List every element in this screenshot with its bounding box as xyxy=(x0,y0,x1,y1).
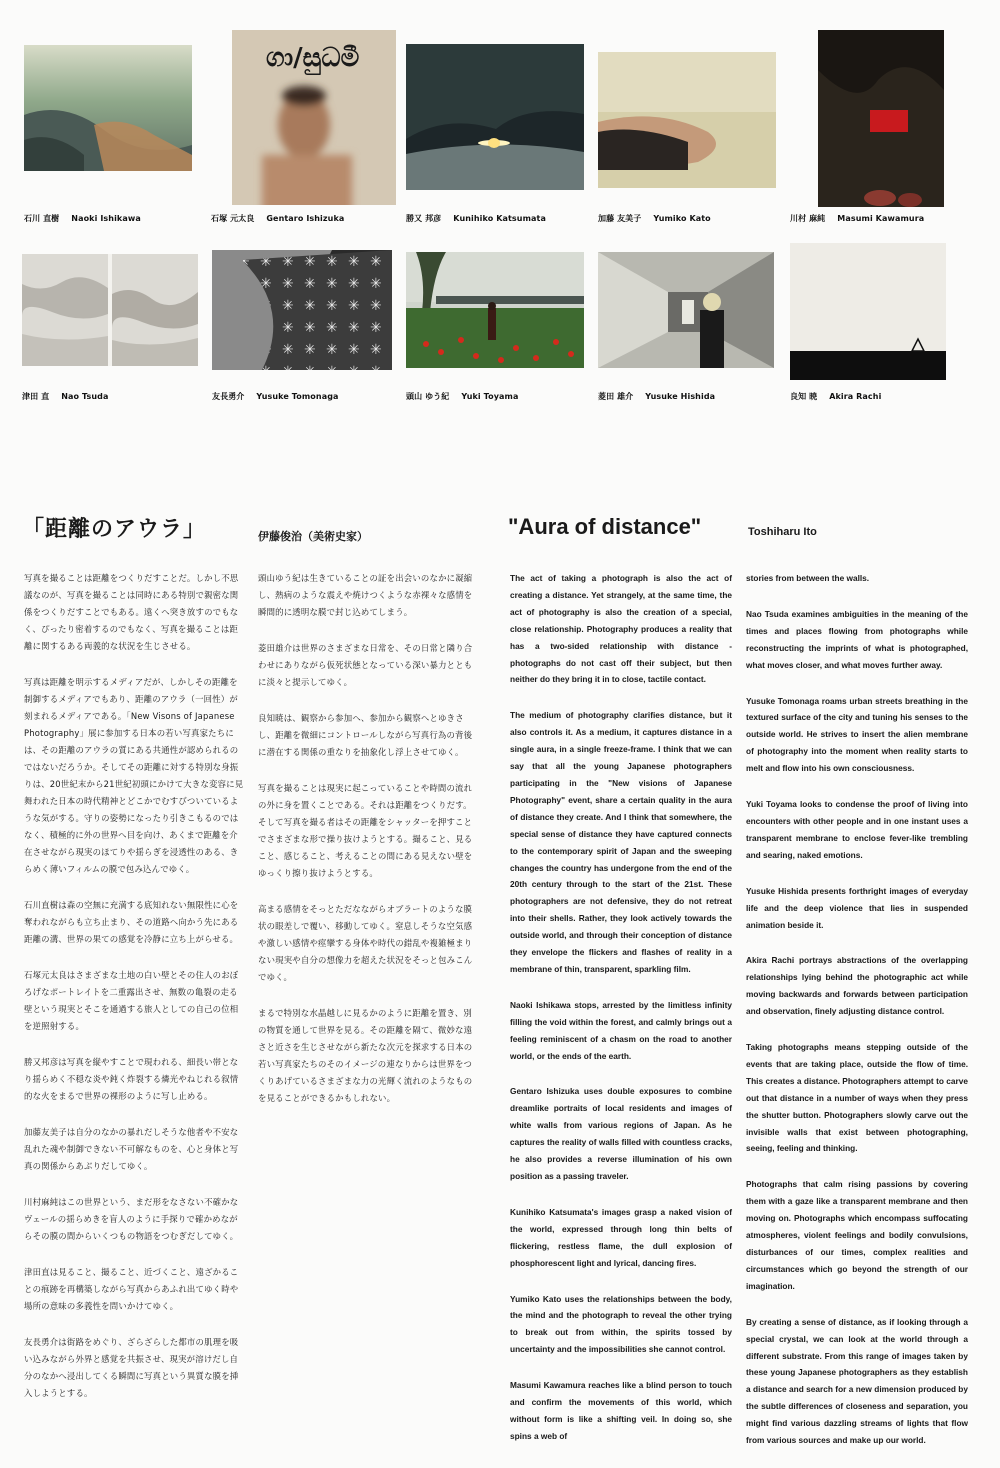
paragraph: 津田直は見ること、撮ること、近づくこと、遠ざかることの痕跡を再構築しながら写真からあふれ出てゆく時や場所の意味の多義性を問いかけてゆく。 xyxy=(24,1267,239,1311)
caption-name-jp: 良知 暁 xyxy=(790,392,818,401)
paragraph: 良知暁は、観察から参加へ、参加から観察へとゆきさし、距離を微細にコントロールしながら写真行為の背後に潜在する関係の重なりを抽象化し浮上させてゆく。 xyxy=(258,713,473,757)
caption-name-jp: 頭山 ゆう紀 xyxy=(406,392,450,401)
photo-yuki-toyama xyxy=(406,252,584,368)
paragraph: まるで特別な水晶越しに見るかのように距離を置き、別の物質を通して世界を見る。その距離を隔て、微妙な遠さと近さを生じさせながら新たな次元を探求する日本の若い写真家たちのそのイメージの連なりからは世界をつくりあげているさまざまな力の光輝く流れのようなものを見ることができるかもしれない。 xyxy=(258,1008,473,1103)
caption-name-jp: 津田 直 xyxy=(22,392,50,401)
paragraph: The act of taking a photograph is also the act of creating a distance. Yet strangely, at the same time, the act of photography is also the creation of a special, close relationship. Photography produces a reality that has a two-sided relationship with distance - photographs do not cast off their subject, but then neither do they bring it in to close, tactile contact. xyxy=(510,573,732,685)
caption-name-jp: 石塚 元太良 xyxy=(211,214,255,223)
caption-name-en: Gentaro Ishizuka xyxy=(266,214,345,223)
paragraph: 写真を撮ることは現実に起こっていることや時間の流れの外に身を置くことである。それは距離をつくりだす。そして写真を撮る者はその距離をシャッターを押すことでさまざまな形で操り抜けようとする。撮ること、見ること、感じること、考えることの間にある見えない壁をゆっくり擦り抜けようとする。 xyxy=(258,783,473,878)
caption-name-en: Yumiko Kato xyxy=(653,214,711,223)
paragraph: Akira Rachi portrays abstractions of the overlapping relationships lying behind the photographic act while moving backwards and forwards between participation and observation, finely adjusting distance control. xyxy=(746,955,968,1017)
caption-name-en: Nao Tsuda xyxy=(61,392,109,401)
paragraph: 菱田雄介は世界のさまざまな日常を、その日常と隣り合わせにありながら仮死状態となっている深い暴力とともに淡々と提示してゆく。 xyxy=(258,643,473,687)
paragraph: The medium of photography clarifies distance, but it also controls it. As a medium, it captures distance in a single aura, in a single freeze-frame. I think that we can say that all the young Japanese photographers participating in the "New visions of Japanese Photography" event, share a certain quality in the aura of distance they create. And I think that somewhere, the special sense of distance they have captured connects to the contemporary spirit of Japan and the sweeping changes the country has undergone from the end of the 20th century through to the start of the 21st. These photographers are not defensive, they do not retreat into their shells. Rather, they look actively towards the outside world, and through their conception of distance they envelope the flickers and flashes of reality in a membrane of thin, transparent, sparkling film. xyxy=(510,710,732,974)
essay-jp-column-2 xyxy=(258,570,478,1126)
paragraph: 高まる感情をそっとただなながらオブラートのような膜状の眼差しで覆い、移動してゆく。窒息しそうな空気感や激しい感情や痙攣する身体や時代の錯乱や複雑極まりない現実や自分の想像力を超えた状況をそっと包みこんでゆく。 xyxy=(258,904,473,982)
paragraph: 頭山ゆう紀は生きていることの証を出会いのなかに凝縮し、熱病のような震えや焼けつくような赤裸々な感情を瞬間的に透明な膜で封じ込めてしまう。 xyxy=(258,573,473,617)
paragraph: Taking photographs means stepping outside of the events that are taking place, outside the flow of time. This creates a distance. Photographers attempt to carve out that distance in a number of ways when they press the shutter button. Photographers slowly carve out the invisible walls that exist between photographing, seeing, feeling and thinking. xyxy=(746,1042,968,1154)
essay-author-jp: 伊藤俊治（美術史家） xyxy=(258,530,368,543)
photo-yusuke-tomonaga xyxy=(212,250,392,370)
paragraph: 写真を撮ることは距離をつくりだすことだ。しかし不思議なのが、写真を撮ることは同時にある特別で親密な関係をつくりだすことでもある。遠くへ突き放すのでもなく、ぴったり密着するのでもなく、写真を撮ることは距離に関するある両義的な状況を生じさせる。 xyxy=(24,573,239,651)
photo-gentaro-ishizuka xyxy=(232,30,396,205)
caption-name-en: Akira Rachi xyxy=(829,392,882,401)
essay-en-column-2 xyxy=(746,570,968,1468)
paragraph: Nao Tsuda examines ambiguities in the meaning of the times and places flowing from photographs while reconstructing the imprints of what is photographed, what moves closer, and what moves further away. xyxy=(746,608,968,670)
essay-en-column-1 xyxy=(510,570,732,1464)
caption-name-en: Kunihiko Katsumata xyxy=(453,214,546,223)
paragraph: Yusuke Hishida presents forthright images of everyday life and the deep violence that lies in suspended animation beside it. xyxy=(746,885,968,930)
paragraph: Masumi Kawamura reaches like a blind person to touch and confirm the movements of this world, which without form is like a shifting veil. In doing so, she spins a web of xyxy=(510,1380,732,1441)
paragraph: 石塚元太良はさまざまな土地の白い壁とその住人のおぼろげなポートレイトを二重露出させ、無数の亀裂の走る壁という現実とそこを通過する旅人としての自己の位相を逆照射する。 xyxy=(24,970,239,1031)
caption-name-jp: 友長勇介 xyxy=(212,392,245,401)
caption-name-en: Naoki Ishikawa xyxy=(71,214,141,223)
paragraph: 写真は距離を明示するメディアだが、しかしその距離を制御するメディアでもあり、距離のアウラ（一回性）が刻まれるメディアである。「New Visons of Japanese Photography」展に参加する日本の若い写真家たちには、その距離のアウラの質にある共通性が認められるのではないだろうか。そしてその距離に対する特別な身振りは、20世紀末から21世紀初頭にかけて大きな変容に見舞われた日本の時代精神とどこかでむすびついているような気がする。守りの姿勢になったり引きこもるのではなく、積極的に外の世界へ目を向け、あくまで距離を介在させながら現実のほてりや揺らぎを浸透性のある、きらめく薄いフィルムの膜で包み込んでゆく。 xyxy=(24,677,244,874)
photo-masumi-kawamura xyxy=(818,30,944,207)
caption-name-en: Yusuke Tomonaga xyxy=(256,392,339,401)
caption-nao-tsuda xyxy=(22,391,108,402)
caption-naoki-ishikawa xyxy=(24,213,141,224)
caption-name-jp: 菱田 雄介 xyxy=(598,392,634,401)
caption-name-en: Yuki Toyama xyxy=(461,392,519,401)
caption-name-jp: 勝又 邦彦 xyxy=(406,214,442,223)
caption-name-en: Yusuke Hishida xyxy=(645,392,716,401)
paragraph: stories from between the walls. xyxy=(746,573,870,583)
caption-yusuke-hishida xyxy=(598,391,715,402)
photo-yumiko-kato xyxy=(598,52,776,188)
essay-jp-column-1 xyxy=(24,570,244,1421)
caption-name-jp: 川村 麻純 xyxy=(790,214,826,223)
caption-gentaro-ishizuka xyxy=(211,213,344,224)
caption-name-en: Masumi Kawamura xyxy=(837,214,925,223)
photo-yusuke-hishida xyxy=(598,252,774,368)
caption-kunihiko-katsumata xyxy=(406,213,546,224)
caption-name-jp: 加藤 友美子 xyxy=(598,214,642,223)
caption-yumiko-kato xyxy=(598,213,711,224)
caption-yusuke-tomonaga xyxy=(212,391,339,402)
photo-overlay-text: ගා/සුධමී xyxy=(266,43,360,73)
caption-akira-rachi xyxy=(790,391,881,402)
caption-masumi-kawamura xyxy=(790,213,924,224)
paragraph: 加藤友美子は自分のなかの暴れだしそうな他者や不安な乱れた魂や制御できない不可解なものを、心と身体と写真の関係からあぶりだしてゆく。 xyxy=(24,1127,239,1171)
paragraph: Yusuke Tomonaga roams urban streets breathing in the textured surface of the city and tuning his senses to the outside world. He strives to insert the alien membrane of photography into the moment when reality starts to melt and flow into his own consciousness. xyxy=(746,695,968,774)
paragraph: Kunihiko Katsumata's images grasp a naked vision of the world, expressed through long thin belts of flickering, restless flame, the dull explosion of phosphorescent light and lyrical, dancing fires. xyxy=(510,1206,732,1268)
caption-name-jp: 石川 直樹 xyxy=(24,214,60,223)
paragraph: Naoki Ishikawa stops, arrested by the limitless infinity filling the void within the forest, and calmly brings out a feeling reminiscent of a chasm on the road to another world, or the ends of the earth. xyxy=(510,999,732,1061)
paragraph: Photographs that calm rising passions by covering them with a gaze like a transparent membrane and then moving on. Photographs which encompass suffocating atmospheres, violent feelings and bodily convulsions, disturbances of our times, complex realities and circumstances which go beyond the strength of our imagination. xyxy=(746,1179,968,1291)
paragraph: 川村麻純はこの世界という、まだ形をなさない不確かなヴェールの揺らめきを盲人のように手探りで確かめながらその膜の間からいくつもの物語をつむぎだしてゆく。 xyxy=(24,1197,239,1241)
essay-title-jp: 「距離のアウラ」 xyxy=(22,517,207,542)
caption-yuki-toyama xyxy=(406,391,518,402)
paragraph: 友長勇介は街路をめぐり、ざらざらした都市の肌理を吸い込みながら外界と感覚を共振させ、現実が溶けだし自分のなかへ浸出してくる瞬間に写真という異質な膜を挿入しようとする。 xyxy=(24,1337,239,1398)
photo-akira-rachi xyxy=(790,243,946,380)
paragraph: By creating a sense of distance, as if looking through a special crystal, we can look at the world through a different substrate. From this range of images taken by these young Japanese photographers as they establish a distance and search for a new dimension produced by the subtle differences of closeness and separation, you might find various dazzling streams of lights that flow from various sources and make up our world. xyxy=(746,1316,968,1446)
essay-author-en: Toshiharu Ito xyxy=(748,526,817,538)
photo-naoki-ishikawa xyxy=(24,45,192,171)
paragraph: 勝又邦彦は写真を縦やすことで現われる、細長い帯となり揺らめく不穏な炎や鈍く炸裂する燐光やねじれる叙情的な火をまるで世界の裸形のように写し止める。 xyxy=(24,1057,239,1101)
photo-kunihiko-katsumata xyxy=(406,44,584,190)
essay-title-en: "Aura of distance" xyxy=(508,514,702,539)
paragraph: Yumiko Kato uses the relationships between the body, the mind and the photograph to reveal the other trying to break out from within, the spirits tossed by uncertainty and the impossibilities she cannot control. xyxy=(510,1293,732,1355)
paragraph: 石川直樹は森の空無に充満する底知れない無限性に心を奪われながらも立ち止まり、その道路へ向かう先にある距離の溝、世界の果ての感覚を冷静に立ち上がらせる。 xyxy=(24,900,239,944)
paragraph: Yuki Toyama looks to condense the proof of living into encounters with other people and in one instant uses a transparent membrane to enclose fever-like trembling and searing, naked emotions. xyxy=(746,799,968,860)
paragraph: Gentaro Ishizuka uses double exposures to combine dreamlike portraits of local residents and images of white walls from various regions of Japan. As he captures the reality of walls filled with countless cracks, he also provides a reverse illumination of his own position as a passing traveler. xyxy=(510,1086,732,1181)
photo-nao-tsuda xyxy=(22,254,198,366)
